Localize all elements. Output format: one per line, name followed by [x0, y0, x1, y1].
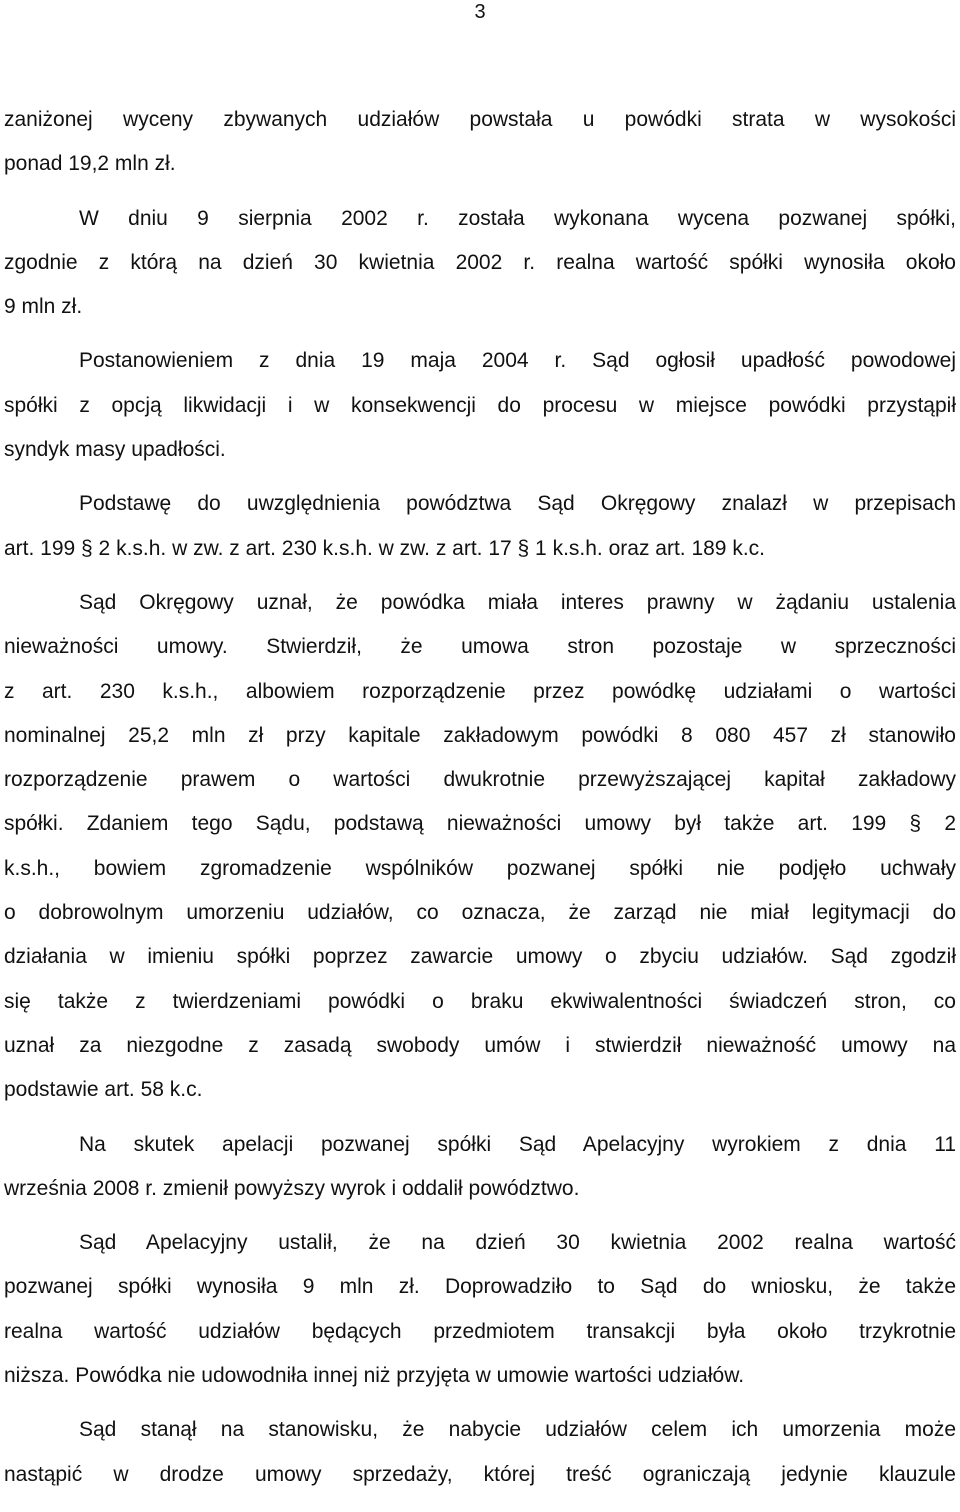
text-line: podstawie art. 58 k.c.	[4, 1078, 203, 1102]
text-line: września 2008 r. zmienił powyższy wyrok i oddalił powództwo.	[4, 1176, 580, 1200]
text-line: o dobrowolnym umorzeniu udziałów, co oznacza, że zarząd nie miał legitymacji do	[4, 901, 956, 925]
page-number: 3	[474, 1, 486, 23]
text-line: ponad 19,2 mln zł.	[4, 152, 176, 176]
text-line: spółki z opcją likwidacji i w konsekwencji do procesu w miejsce powódki przystąpił	[4, 393, 956, 417]
text-line: działania w imieniu spółki poprzez zawarcie umowy o zbyciu udziałów. Sąd zgodził	[4, 945, 956, 969]
text-line: zaniżonej wyceny zbywanych udziałów powstała u powódki strata w wysokości	[4, 108, 956, 131]
text-line: art. 199 § 2 k.s.h. w zw. z art. 230 k.s.h. w zw. z art. 17 § 1 k.s.h. oraz art. 189 k.c.	[4, 536, 765, 560]
paragraph-appeal-court-findings	[4, 1221, 956, 1398]
text-line: Postanowieniem z dnia 19 maja 2004 r. Sąd ogłosił upadłość powodowej	[79, 349, 956, 373]
text-line: Sąd Okręgowy uznał, że powódka miała interes prawny w żądaniu ustalenia	[79, 590, 956, 614]
text-line: spółki. Zdaniem tego Sądu, podstawą nieważności umowy był także art. 199 § 2	[4, 812, 956, 836]
paragraph-valuation	[4, 197, 956, 330]
text-line: nominalnej 25,2 mln zł przy kapitale zakładowym powódki 8 080 457 zł stanowiło	[4, 723, 956, 747]
text-line: W dniu 9 sierpnia 2002 r. została wykonana wycena pozwanej spółki,	[79, 206, 956, 230]
paragraph-bankruptcy	[4, 339, 956, 472]
text-line: Na skutek apelacji pozwanej spółki Sąd Apelacyjny wyrokiem z dnia 11	[79, 1132, 956, 1156]
paragraph-loss-amount	[4, 98, 956, 187]
text-line: z art. 230 k.s.h., albowiem rozporządzenie przez powódkę udziałami o wartości	[4, 679, 956, 703]
text-line: uznał za niezgodne z zasadą swobody umów i stwierdził nieważność umowy na	[4, 1033, 956, 1057]
text-line: pozwanej spółki wynosiła 9 mln zł. Doprowadziło to Sąd do wniosku, że także	[4, 1275, 956, 1299]
paragraph-legal-basis	[4, 482, 956, 571]
text-line: Sąd Apelacyjny ustalił, że na dzień 30 kwietnia 2002 realna wartość	[79, 1231, 956, 1255]
text-line: realna wartość udziałów będących przedmiotem transakcji była około trzykrotnie	[4, 1319, 956, 1343]
text-line: k.s.h., bowiem zgromadzenie wspólników pozwanej spółki nie podjęło uchwały	[4, 856, 956, 880]
paragraph-court-position	[4, 1408, 956, 1497]
text-line: 9 mln zł.	[4, 295, 83, 319]
document-body	[4, 98, 956, 1497]
paragraph-appeal	[4, 1123, 956, 1212]
text-line: zgodnie z którą na dzień 30 kwietnia 2002 r. realna wartość spółki wynosiła około	[4, 250, 956, 274]
paragraph-district-court	[4, 581, 956, 1113]
text-line: Podstawę do uwzględnienia powództwa Sąd Okręgowy znalazł w przepisach	[79, 492, 956, 516]
text-line: Sąd stanął na stanowisku, że nabycie udziałów celem ich umorzenia może	[79, 1418, 956, 1442]
text-line: nieważności umowy. Stwierdził, że umowa stron pozostaje w sprzeczności	[4, 635, 956, 659]
text-line: nastąpić w drodze umowy sprzedaży, której treść ograniczają jedynie klauzule	[4, 1462, 956, 1486]
text-line: syndyk masy upadłości.	[4, 438, 226, 462]
text-line: rozporządzenie prawem o wartości dwukrotnie przewyższającej kapitał zakładowy	[4, 768, 956, 792]
text-line: niższa. Powódka nie udowodniła innej niż przyjęta w umowie wartości udziałów.	[4, 1364, 745, 1388]
text-line: się także z twierdzeniami powódki o braku ekwiwalentności świadczeń stron, co	[4, 989, 956, 1013]
